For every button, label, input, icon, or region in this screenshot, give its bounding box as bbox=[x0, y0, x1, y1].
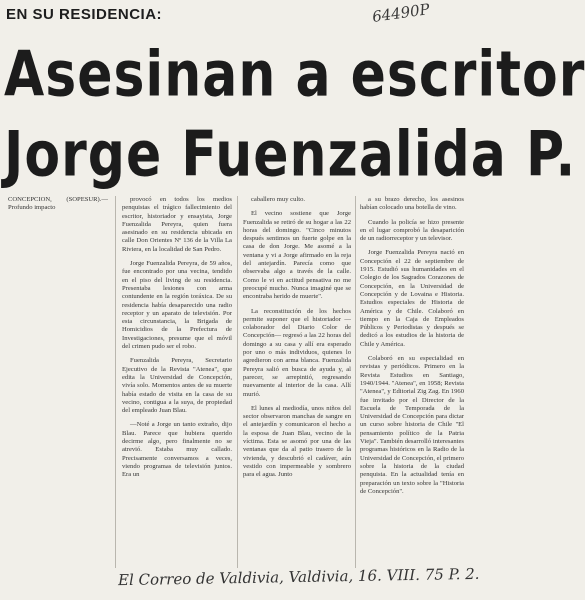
article-column-1 bbox=[8, 196, 108, 300]
paragraph: —Noté a Jorge un tanto extraño, dijo Blau. Parece que hubiera querido decirme algo, pero finalmente no se atrevió. Estaba muy callado. Precisamente conversamos a veces, viendo programas de televisión juntos. Era un bbox=[122, 421, 232, 479]
paragraph: Cuando la policía se hizo presente en el lugar comprobó la desaparición de un radiorreceptor y un televisor. bbox=[360, 218, 464, 243]
paragraph: Colaboró en su especialidad en revistas y periódicos. Primero en la Revista Estudios en Santiago, 1940/1944. "Atenea", en 1958; Revista "Atenea", y Editorial Zig Zag. En 1960 fue invitado por el Director de la Escuela de Temporada de la Universidad de Concepción para dictar un curso sobre historia de Chile "El pensamiento político de la Patria Vieja". También desarrolló interesantes programas históricos en la Radio de la Universidad de Concepción, el primero sobre la historia de la ciudad penquista. En la actualidad tenía en preparación un texto sobre la "Historia de Concepción". bbox=[360, 355, 464, 495]
paragraph: Jorge Fuenzalida Pereyra, de 59 años, fue encontrado por una vecina, tendido en el piso del living de su residencia. Presentaba lesiones con arma contundente en la región toráxica. De su residencia había desaparecido una radio receptor y un aparato de televisión. Por esta circunstancia, la Brigada de Homicidios de la Prefectura de Investigaciones, presume que el móvil del crimen pudo ser el robo. bbox=[122, 260, 232, 351]
headline-line-2: Jorge Fuenzalida P. bbox=[4, 119, 577, 192]
column-divider bbox=[355, 196, 356, 568]
paragraph: El lunes al mediodía, unos niños del sector observaron manchas de sangre en el antejardín y comunicaron el hecho a la esposa de Juan Blau, vecino de la víctima. Esta se asomó por una de las ventanas que da al patio trasero de la vivienda, y descubrió el cadáver, aún vestido con impermeable y sombrero para el agua. Junto bbox=[243, 404, 351, 479]
article-column-3 bbox=[243, 196, 351, 568]
headline-line-1: Asesinan a escritor bbox=[4, 39, 585, 112]
column-divider bbox=[237, 196, 238, 568]
paragraph: El vecino sostiene que Jorge Fuenzalida se retiró de su hogar a las 22 horas del domingo. "Cinco minutos después sentimos un fuerte golpe en la casa de don Jorge. Me asomé a la ventana y vi a Jorge afirmado en la reja del antejardín. Parecía como que observaba algo a través de la calle. Como le vi en actitud pensativa no me preocupé mucho. Nunca imaginé que se encontraba herido de muerte". bbox=[243, 210, 351, 301]
handwritten-reference: 64490P bbox=[371, 0, 431, 26]
paragraph: La reconstitución de los hechos permite suponer que el historiador —colaborador del Diario Color de Concepción— regresó a las 22 horas del domingo a su casa y allí era esperado por uno o más individuos, quienes lo agredieron con arma blanca. Fuenzalida Pereyra salió en busca de ayuda y, al parecer, se arrepintió, regresando nuevamente al interior de la casa. Allí murió. bbox=[243, 307, 351, 398]
handwritten-source-note: El Correo de Valdivia, Valdivia, 16. VIII. 75 P. 2. bbox=[117, 564, 480, 590]
kicker: EN SU RESIDENCIA: bbox=[6, 6, 163, 23]
article-column-2 bbox=[122, 196, 232, 568]
paragraph: Fuenzalida Pereyra, Secretario Ejecutivo de la Revista "Atenea", que edita la Universidad de Concepción, vivía solo. Momentos antes de su muerte había estado de visita en la casa de su vecino, contigua a la suya, de propiedad del empleado Juan Blau. bbox=[122, 357, 232, 415]
dateline: CONCEPCION, (SOPESUR).— Profundo impacto bbox=[8, 196, 108, 212]
paragraph: provocó en todos los medios penquistas el trágico fallecimiento del escritor, historiador y ensayista, Jorge Fuenzalida Pereyra, quien fuera asesinado en su residencia ubicada en calle Don Orientes Nº 136 de la Villa La Riviera, en la localidad de San Pedro. bbox=[122, 196, 232, 253]
column-divider bbox=[115, 196, 116, 568]
paragraph: Jorge Fuenzalida Pereyra nació en Concepción el 22 de septiembre de 1915. Estudió sus humanidades en el Colegio de los Sagrados Corazones de Concepción, en la Universidad de Concepción y de Lovaina e Historia. Estudios especiales de Historia de América y de Chile. Colaboró en tiempo en la Caja de Empleados Públicos y Periodistas y después se dedicó a los estudios de la historia de Chile y América. bbox=[360, 249, 464, 348]
paragraph: caballero muy culto. bbox=[251, 196, 306, 203]
paragraph: a su brazo derecho, los asesinos habían colocado una botella de vino. bbox=[360, 196, 464, 212]
article-column-4 bbox=[360, 196, 464, 568]
